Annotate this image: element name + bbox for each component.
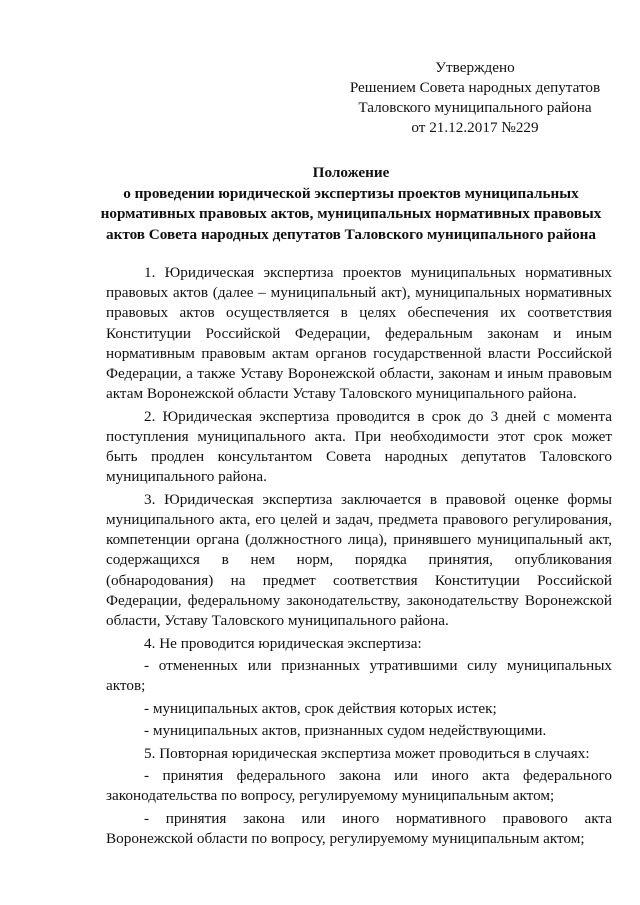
paragraph-4: 4. Не проводится юридическая экспертиза: [144,634,422,652]
list-item-5-1: - принятия федерального закона или иного акта федерального законодательства по вопросу, регулируемому муниципальным актом; [106,767,612,805]
approval-stamp-block [340,58,610,138]
title-heading: Положение [312,164,390,181]
list-item-4-1: - отмененных или признанных утратившими силу муниципальных актов; [106,657,612,695]
approval-decision-line: Решением Совета народных депутатов [349,79,601,96]
approval-date-number: от 21.12.2017 №229 [411,119,539,136]
title-line-2: о проведении юридической экспертизы проектов муниципальных [123,184,579,202]
list-item-5-2: - принятия закона или иного нормативного правового акта Воронежской области по вопросу, регулируемому муниципальным актом; [106,809,612,848]
list-item-4-3: - муниципальных актов, признанных судом недействующими. [144,722,547,740]
approval-approved-label: Утверждено [435,59,515,76]
document-title [80,163,622,245]
paragraph-5: 5. Повторная юридическая экспертиза может проводиться в случаях: [144,744,590,762]
paragraph-1: 1. Юридическая экспертиза проектов муниципальных нормативных правовых актов (далее – муниципальный акт), муниципальных нормативных правовых актов осуществляется в целях обеспечения их соответствия Конституции Российской Федерации, федеральным законам и иным нормативным правовым актам органов государственной власти Российской Федерации, а также Уставу Воронежской области, законам и иным правовым актам Воронежской области Уставу Таловского муниципального района. [106,264,612,403]
approval-district-line: Таловского муниципального района [358,99,592,116]
paragraph-2: 2. Юридическая экспертиза проводится в срок до 3 дней с момента поступления муниципального акта. При необходимости этот срок может быть продлен консультантом Совета народных депутатов Таловского муниципального района. [106,407,612,486]
paragraph-3: 3. Юридическая экспертиза заключается в правовой оценке формы муниципального акта, его целей и задач, предмета правового регулирования, компетенции органа (должностного лица), принявшего муниципальный акт, содержащихся в нем норм, порядка принятия, опубликования (обнародования) на предмет соответствия Конституции Российской Федерации, федеральному законодательству, законодательству Воронежской области, Уставу Таловского муниципального района. [106,490,612,630]
title-line-3: нормативных правовых актов, муниципальных нормативных правовых [100,205,602,222]
title-line-4: актов Совета народных депутатов Таловского муниципального района [105,225,597,243]
document-body [106,263,612,852]
list-item-4-2: - муниципальных актов, срок действия которых истек; [144,699,497,717]
